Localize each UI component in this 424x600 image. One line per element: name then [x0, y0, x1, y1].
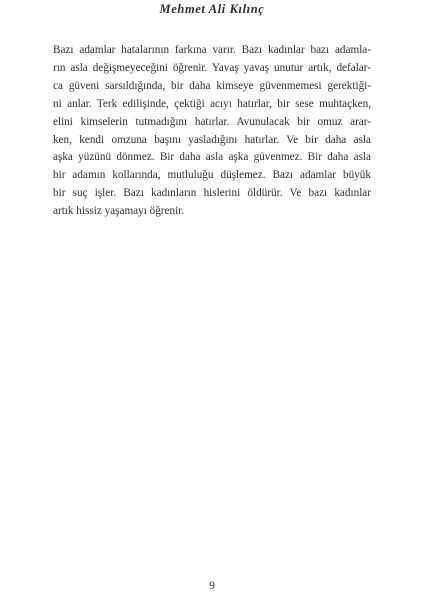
- text-line: rın asla değişmeyeceğini öğrenir. Yavaş yavaş unutur artık, defalar-: [53, 61, 371, 74]
- page-number: 9: [209, 580, 215, 592]
- text-line: ken, kendi omzuna başını yasladığını hatırlar. Ve bir daha asla: [53, 133, 371, 146]
- running-header-author: Mehmet Ali Kılınç: [159, 2, 265, 16]
- text-line-last: artık hissiz yaşamayı öğrenir.: [53, 205, 185, 218]
- text-line: Bazı adamlar hatalarının farkına varır. Bazı kadınlar bazı adamla-: [53, 44, 371, 56]
- text-line: ni anlar. Terk edilişinde, çektiği acıyı hatırlar, bir sese muhtaçken,: [53, 97, 371, 110]
- text-line: elini kimselerin tutmadığını hatırlar. Avunulacak bir omuz arar-: [53, 115, 371, 128]
- text-line: ca güveni sarsıldığında, bir daha kimseye güvenmemesi gerektiği-: [53, 79, 371, 92]
- text-line: bir suç işler. Bazı kadınların hislerini öldürür. Ve bazı kadınlar: [53, 187, 371, 200]
- text-line: aşka yüzünü dönmez. Bir daha asla aşka güvenmez. Bir daha asla: [53, 151, 371, 164]
- text-line: bir adamın kollarında, mutluluğu düşlemez. Bazı adamlar büyük: [53, 169, 371, 182]
- body-paragraph: [53, 42, 371, 221]
